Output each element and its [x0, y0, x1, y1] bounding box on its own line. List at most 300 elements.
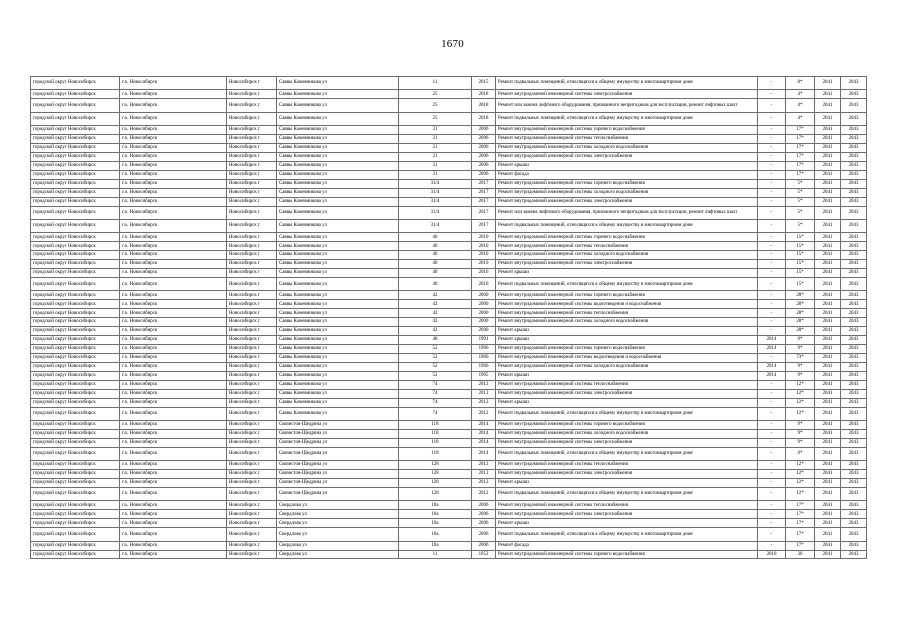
end-year-cell: 2043: [841, 152, 867, 161]
end-year-cell: 2043: [841, 528, 867, 541]
end-year-cell: 2043: [841, 300, 867, 309]
year-built-cell: 1952: [472, 550, 496, 559]
table-row: [31, 291, 867, 300]
start-year-cell: 2041: [815, 251, 841, 260]
last-repair-year-cell: -: [758, 407, 786, 420]
work-type-cell: Ремонт внутридомовой инженерной системы теплоснабжения: [496, 135, 758, 144]
work-type-cell: Ремонт крыши: [496, 398, 758, 407]
work-type-cell: Ремонт крыши: [496, 519, 758, 528]
table-row: [31, 309, 867, 318]
district-cell: г.о. Новосибирск: [120, 528, 227, 541]
municipality-cell: городской округ Новосибирск: [31, 161, 120, 170]
work-type-cell: Ремонт внутридомовой инженерной системы электроснабжения: [496, 389, 758, 398]
street-cell: Саввы Кожевникова ул: [277, 300, 399, 309]
city-cell: Новосибирск г: [227, 541, 277, 550]
house-number-cell: 52: [399, 371, 472, 380]
street-cell: Свердлова ул: [277, 550, 399, 559]
city-cell: Новосибирск г: [227, 278, 277, 291]
last-repair-year-cell: -: [758, 541, 786, 550]
city-cell: Новосибирск г: [227, 233, 277, 242]
house-number-cell: 74: [399, 389, 472, 398]
house-number-cell: 11: [399, 550, 472, 559]
district-cell: г.о. Новосибирск: [120, 126, 227, 135]
house-number-cell: 42: [399, 291, 472, 300]
city-cell: Новосибирск г: [227, 77, 277, 90]
work-type-cell: Ремонт подвальных помещений, относящихся к общему имуществу в многоквартирном доме: [496, 407, 758, 420]
district-cell: г.о. Новосибирск: [120, 479, 227, 488]
city-cell: Новосибирск г: [227, 519, 277, 528]
municipality-cell: городской округ Новосибирск: [31, 309, 120, 318]
start-year-cell: 2041: [815, 170, 841, 179]
municipality-cell: городской округ Новосибирск: [31, 389, 120, 398]
term-cell: 4*: [786, 90, 815, 99]
house-number-cell: 11: [399, 77, 472, 90]
year-built-cell: 2018: [472, 90, 496, 99]
year-built-cell: 2006: [472, 501, 496, 510]
street-cell: Связистов-Щедрина ул: [277, 488, 399, 501]
term-cell: 12*: [786, 479, 815, 488]
start-year-cell: 2041: [815, 398, 841, 407]
street-cell: Саввы Кожевникова ул: [277, 269, 399, 278]
year-built-cell: 2006: [472, 135, 496, 144]
start-year-cell: 2041: [815, 188, 841, 197]
work-type-cell: Ремонт или замена лифтового оборудования, признанного непригодным для эксплуатации, ремонт лифтовых шахт: [496, 99, 758, 112]
term-cell: 17*: [786, 126, 815, 135]
start-year-cell: 2041: [815, 161, 841, 170]
year-built-cell: 2006: [472, 170, 496, 179]
district-cell: г.о. Новосибирск: [120, 90, 227, 99]
street-cell: Саввы Кожевникова ул: [277, 143, 399, 152]
start-year-cell: 2041: [815, 501, 841, 510]
last-repair-year-cell: -: [758, 420, 786, 429]
municipality-cell: городской округ Новосибирск: [31, 479, 120, 488]
work-type-cell: Ремонт внутридомовой инженерной системы холодного водоснабжения: [496, 188, 758, 197]
term-cell: 15*: [786, 233, 815, 242]
city-cell: Новосибирск г: [227, 461, 277, 470]
municipality-cell: городской округ Новосибирск: [31, 112, 120, 125]
year-built-cell: 2000: [472, 300, 496, 309]
start-year-cell: 2041: [815, 479, 841, 488]
work-type-cell: Ремонт внутридомовой инженерной системы водоотведения и водоснабжения: [496, 300, 758, 309]
start-year-cell: 2041: [815, 318, 841, 327]
last-repair-year-cell: -: [758, 219, 786, 232]
term-cell: 12*: [786, 461, 815, 470]
start-year-cell: 2041: [815, 407, 841, 420]
end-year-cell: 2043: [841, 407, 867, 420]
city-cell: Новосибирск г: [227, 188, 277, 197]
street-cell: Саввы Кожевникова ул: [277, 251, 399, 260]
municipality-cell: городской округ Новосибирск: [31, 438, 120, 447]
table-row: [31, 380, 867, 389]
last-repair-year-cell: -: [758, 528, 786, 541]
work-type-cell: Ремонт внутридомовой инженерной системы горячего водоснабжения: [496, 126, 758, 135]
house-number-cell: 52: [399, 362, 472, 371]
work-type-cell: Ремонт фасада: [496, 541, 758, 550]
city-cell: Новосибирск г: [227, 99, 277, 112]
street-cell: Саввы Кожевникова ул: [277, 318, 399, 327]
house-number-cell: 40: [399, 251, 472, 260]
end-year-cell: 2043: [841, 519, 867, 528]
municipality-cell: городской округ Новосибирск: [31, 300, 120, 309]
term-cell: 5*: [786, 197, 815, 206]
year-built-cell: 2006: [472, 126, 496, 135]
start-year-cell: 2041: [815, 242, 841, 251]
district-cell: г.о. Новосибирск: [120, 461, 227, 470]
end-year-cell: 2043: [841, 278, 867, 291]
house-number-cell: 31/4: [399, 206, 472, 219]
term-cell: 28*: [786, 327, 815, 336]
work-type-cell: Ремонт внутридомовой инженерной системы электроснабжения: [496, 260, 758, 269]
year-built-cell: 2018: [472, 99, 496, 112]
year-built-cell: 2017: [472, 206, 496, 219]
city-cell: Новосибирск г: [227, 260, 277, 269]
municipality-cell: городской округ Новосибирск: [31, 371, 120, 380]
end-year-cell: 2043: [841, 541, 867, 550]
district-cell: г.о. Новосибирск: [120, 550, 227, 559]
city-cell: Новосибирск г: [227, 242, 277, 251]
municipality-cell: городской округ Новосибирск: [31, 90, 120, 99]
city-cell: Новосибирск г: [227, 371, 277, 380]
year-built-cell: 2010: [472, 251, 496, 260]
district-cell: г.о. Новосибирск: [120, 161, 227, 170]
work-type-cell: Ремонт внутридомовой инженерной системы электроснабжения: [496, 90, 758, 99]
house-number-cell: 25: [399, 112, 472, 125]
table-row: [31, 353, 867, 362]
house-number-cell: 31: [399, 126, 472, 135]
year-built-cell: 2006: [472, 541, 496, 550]
street-cell: Саввы Кожевникова ул: [277, 380, 399, 389]
city-cell: Новосибирск г: [227, 327, 277, 336]
start-year-cell: 2041: [815, 541, 841, 550]
district-cell: г.о. Новосибирск: [120, 99, 227, 112]
street-cell: Саввы Кожевникова ул: [277, 362, 399, 371]
year-built-cell: 2006: [472, 528, 496, 541]
municipality-cell: городской округ Новосибирск: [31, 269, 120, 278]
last-repair-year-cell: -: [758, 112, 786, 125]
municipality-cell: городской округ Новосибирск: [31, 336, 120, 345]
work-type-cell: Ремонт подвальных помещений, относящихся к общему имуществу в многоквартирном доме: [496, 219, 758, 232]
house-number-cell: 42: [399, 300, 472, 309]
street-cell: Саввы Кожевникова ул: [277, 90, 399, 99]
work-type-cell: Ремонт внутридомовой инженерной системы холодного водоснабжения: [496, 429, 758, 438]
year-built-cell: 2012: [472, 488, 496, 501]
work-type-cell: Ремонт внутридомовой инженерной системы электроснабжения: [496, 438, 758, 447]
year-built-cell: 1966: [472, 345, 496, 354]
term-cell: 12*: [786, 389, 815, 398]
municipality-cell: городской округ Новосибирск: [31, 541, 120, 550]
year-built-cell: 2006: [472, 152, 496, 161]
term-cell: 28*: [786, 309, 815, 318]
street-cell: Саввы Кожевникова ул: [277, 179, 399, 188]
last-repair-year-cell: 2014: [758, 362, 786, 371]
last-repair-year-cell: -: [758, 278, 786, 291]
year-built-cell: 2012: [472, 398, 496, 407]
last-repair-year-cell: -: [758, 135, 786, 144]
work-type-cell: Ремонт внутридомовой инженерной системы теплоснабжения: [496, 380, 758, 389]
municipality-cell: городской округ Новосибирск: [31, 420, 120, 429]
district-cell: г.о. Новосибирск: [120, 380, 227, 389]
term-cell: 9*: [786, 447, 815, 460]
city-cell: Новосибирск г: [227, 206, 277, 219]
end-year-cell: 2043: [841, 327, 867, 336]
table-row: [31, 260, 867, 269]
street-cell: Связистов-Щедрина ул: [277, 470, 399, 479]
end-year-cell: 2043: [841, 260, 867, 269]
end-year-cell: 2043: [841, 242, 867, 251]
house-number-cell: 10а: [399, 510, 472, 519]
year-built-cell: 2010: [472, 233, 496, 242]
municipality-cell: городской округ Новосибирск: [31, 353, 120, 362]
last-repair-year-cell: -: [758, 188, 786, 197]
year-built-cell: 2006: [472, 161, 496, 170]
city-cell: Новосибирск г: [227, 179, 277, 188]
year-built-cell: 1991: [472, 336, 496, 345]
page-number: 1670: [441, 38, 464, 50]
city-cell: Новосибирск г: [227, 470, 277, 479]
start-year-cell: 2041: [815, 112, 841, 125]
last-repair-year-cell: 2014: [758, 371, 786, 380]
work-type-cell: Ремонт внутридомовой инженерной системы горячего водоснабжения: [496, 179, 758, 188]
repair-schedule-table: [30, 76, 867, 559]
house-number-cell: 40: [399, 242, 472, 251]
work-type-cell: Ремонт внутридомовой инженерной системы водоотведения и водоснабжения: [496, 353, 758, 362]
municipality-cell: городской округ Новосибирск: [31, 251, 120, 260]
table-row: [31, 362, 867, 371]
term-cell: 9*: [786, 371, 815, 380]
district-cell: г.о. Новосибирск: [120, 251, 227, 260]
work-type-cell: Ремонт фасада: [496, 170, 758, 179]
district-cell: г.о. Новосибирск: [120, 233, 227, 242]
start-year-cell: 2041: [815, 380, 841, 389]
street-cell: Саввы Кожевникова ул: [277, 161, 399, 170]
district-cell: г.о. Новосибирск: [120, 510, 227, 519]
city-cell: Новосибирск г: [227, 528, 277, 541]
work-type-cell: Ремонт внутридомовой инженерной системы холодного водоснабжения: [496, 143, 758, 152]
last-repair-year-cell: 2014: [758, 345, 786, 354]
last-repair-year-cell: -: [758, 260, 786, 269]
street-cell: Саввы Кожевникова ул: [277, 353, 399, 362]
street-cell: Саввы Кожевникова ул: [277, 233, 399, 242]
district-cell: г.о. Новосибирск: [120, 541, 227, 550]
table-row: [31, 161, 867, 170]
work-type-cell: Ремонт внутридомовой инженерной системы горячего водоснабжения: [496, 233, 758, 242]
last-repair-year-cell: -: [758, 479, 786, 488]
work-type-cell: Ремонт внутридомовой инженерной системы горячего водоснабжения: [496, 550, 758, 559]
start-year-cell: 2041: [815, 197, 841, 206]
street-cell: Саввы Кожевникова ул: [277, 291, 399, 300]
term-cell: 28*: [786, 318, 815, 327]
city-cell: Новосибирск г: [227, 126, 277, 135]
end-year-cell: 2043: [841, 362, 867, 371]
term-cell: 9*: [786, 336, 815, 345]
house-number-cell: 118: [399, 438, 472, 447]
start-year-cell: 2041: [815, 327, 841, 336]
municipality-cell: городской округ Новосибирск: [31, 429, 120, 438]
last-repair-year-cell: 2010: [758, 550, 786, 559]
city-cell: Новосибирск г: [227, 447, 277, 460]
municipality-cell: городской округ Новосибирск: [31, 318, 120, 327]
start-year-cell: 2041: [815, 260, 841, 269]
municipality-cell: городской округ Новосибирск: [31, 260, 120, 269]
house-number-cell: 10а: [399, 528, 472, 541]
start-year-cell: 2041: [815, 143, 841, 152]
district-cell: г.о. Новосибирск: [120, 429, 227, 438]
end-year-cell: 2043: [841, 197, 867, 206]
term-cell: 12*: [786, 470, 815, 479]
term-cell: 17*: [786, 541, 815, 550]
term-cell: 17*: [786, 519, 815, 528]
municipality-cell: городской округ Новосибирск: [31, 528, 120, 541]
term-cell: 17*: [786, 501, 815, 510]
year-built-cell: 2018: [472, 112, 496, 125]
last-repair-year-cell: -: [758, 126, 786, 135]
work-type-cell: Ремонт крыши: [496, 161, 758, 170]
municipality-cell: городской округ Новосибирск: [31, 278, 120, 291]
term-cell: 12*: [786, 488, 815, 501]
end-year-cell: 2043: [841, 309, 867, 318]
city-cell: Новосибирск г: [227, 438, 277, 447]
street-cell: Свердлова ул: [277, 519, 399, 528]
term-cell: 9*: [786, 345, 815, 354]
work-type-cell: Ремонт подвальных помещений, относящихся к общему имуществу в многоквартирном доме: [496, 278, 758, 291]
last-repair-year-cell: -: [758, 233, 786, 242]
street-cell: Саввы Кожевникова ул: [277, 278, 399, 291]
start-year-cell: 2041: [815, 291, 841, 300]
term-cell: 28*: [786, 291, 815, 300]
last-repair-year-cell: -: [758, 251, 786, 260]
work-type-cell: Ремонт внутридомовой инженерной системы горячего водоснабжения: [496, 420, 758, 429]
district-cell: г.о. Новосибирск: [120, 470, 227, 479]
start-year-cell: 2041: [815, 126, 841, 135]
last-repair-year-cell: -: [758, 99, 786, 112]
city-cell: Новосибирск г: [227, 336, 277, 345]
table-row: [31, 519, 867, 528]
municipality-cell: городской округ Новосибирск: [31, 233, 120, 242]
street-cell: Саввы Кожевникова ул: [277, 260, 399, 269]
district-cell: г.о. Новосибирск: [120, 112, 227, 125]
end-year-cell: 2043: [841, 77, 867, 90]
end-year-cell: 2043: [841, 206, 867, 219]
end-year-cell: 2043: [841, 219, 867, 232]
year-built-cell: 2014: [472, 420, 496, 429]
municipality-cell: городской округ Новосибирск: [31, 206, 120, 219]
district-cell: г.о. Новосибирск: [120, 206, 227, 219]
year-built-cell: 2006: [472, 519, 496, 528]
table-row: [31, 99, 867, 112]
year-built-cell: 2006: [472, 143, 496, 152]
city-cell: Новосибирск г: [227, 291, 277, 300]
district-cell: г.о. Новосибирск: [120, 420, 227, 429]
end-year-cell: 2043: [841, 126, 867, 135]
term-cell: 17*: [786, 161, 815, 170]
year-built-cell: 2000: [472, 291, 496, 300]
house-number-cell: 31/4: [399, 179, 472, 188]
end-year-cell: 2043: [841, 429, 867, 438]
start-year-cell: 2041: [815, 206, 841, 219]
last-repair-year-cell: -: [758, 197, 786, 206]
end-year-cell: 2043: [841, 461, 867, 470]
last-repair-year-cell: -: [758, 380, 786, 389]
table-row: [31, 170, 867, 179]
year-built-cell: 2014: [472, 429, 496, 438]
term-cell: 5*: [786, 188, 815, 197]
table-row: [31, 188, 867, 197]
house-number-cell: 48: [399, 336, 472, 345]
year-built-cell: 1966: [472, 362, 496, 371]
last-repair-year-cell: -: [758, 269, 786, 278]
start-year-cell: 2041: [815, 488, 841, 501]
street-cell: Свердлова ул: [277, 501, 399, 510]
city-cell: Новосибирск г: [227, 90, 277, 99]
end-year-cell: 2043: [841, 112, 867, 125]
street-cell: Саввы Кожевникова ул: [277, 398, 399, 407]
district-cell: г.о. Новосибирск: [120, 398, 227, 407]
work-type-cell: Ремонт внутридомовой инженерной системы электроснабжения: [496, 470, 758, 479]
municipality-cell: городской округ Новосибирск: [31, 447, 120, 460]
term-cell: 4*: [786, 112, 815, 125]
end-year-cell: 2043: [841, 336, 867, 345]
work-type-cell: Ремонт внутридомовой инженерной системы теплоснабжения: [496, 461, 758, 470]
municipality-cell: городской округ Новосибирск: [31, 135, 120, 144]
start-year-cell: 2041: [815, 152, 841, 161]
table-row: [31, 528, 867, 541]
year-built-cell: 2010: [472, 269, 496, 278]
municipality-cell: городской округ Новосибирск: [31, 488, 120, 501]
house-number-cell: 118: [399, 420, 472, 429]
term-cell: 5*: [786, 179, 815, 188]
start-year-cell: 2041: [815, 90, 841, 99]
house-number-cell: 42: [399, 327, 472, 336]
city-cell: Новосибирск г: [227, 170, 277, 179]
municipality-cell: городской округ Новосибирск: [31, 99, 120, 112]
table-row: [31, 206, 867, 219]
work-type-cell: Ремонт внутридомовой инженерной системы холодного водоснабжения: [496, 362, 758, 371]
city-cell: Новосибирск г: [227, 407, 277, 420]
house-number-cell: 40: [399, 260, 472, 269]
street-cell: Саввы Кожевникова ул: [277, 112, 399, 125]
end-year-cell: 2043: [841, 447, 867, 460]
municipality-cell: городской округ Новосибирск: [31, 152, 120, 161]
end-year-cell: 2043: [841, 371, 867, 380]
year-built-cell: 2014: [472, 447, 496, 460]
municipality-cell: городской округ Новосибирск: [31, 550, 120, 559]
year-built-cell: 2012: [472, 380, 496, 389]
district-cell: г.о. Новосибирск: [120, 135, 227, 144]
city-cell: Новосибирск г: [227, 398, 277, 407]
municipality-cell: городской округ Новосибирск: [31, 510, 120, 519]
last-repair-year-cell: -: [758, 327, 786, 336]
district-cell: г.о. Новосибирск: [120, 152, 227, 161]
city-cell: Новосибирск г: [227, 309, 277, 318]
start-year-cell: 2041: [815, 309, 841, 318]
table-row: [31, 429, 867, 438]
table-row: [31, 420, 867, 429]
table-row: [31, 398, 867, 407]
year-built-cell: 2006: [472, 510, 496, 519]
district-cell: г.о. Новосибирск: [120, 260, 227, 269]
street-cell: Саввы Кожевникова ул: [277, 336, 399, 345]
term-cell: 17*: [786, 143, 815, 152]
street-cell: Саввы Кожевникова ул: [277, 309, 399, 318]
city-cell: Новосибирск г: [227, 143, 277, 152]
table-row: [31, 550, 867, 559]
district-cell: г.о. Новосибирск: [120, 170, 227, 179]
end-year-cell: 2043: [841, 143, 867, 152]
start-year-cell: 2041: [815, 278, 841, 291]
house-number-cell: 74: [399, 407, 472, 420]
start-year-cell: 2041: [815, 528, 841, 541]
street-cell: Саввы Кожевникова ул: [277, 345, 399, 354]
